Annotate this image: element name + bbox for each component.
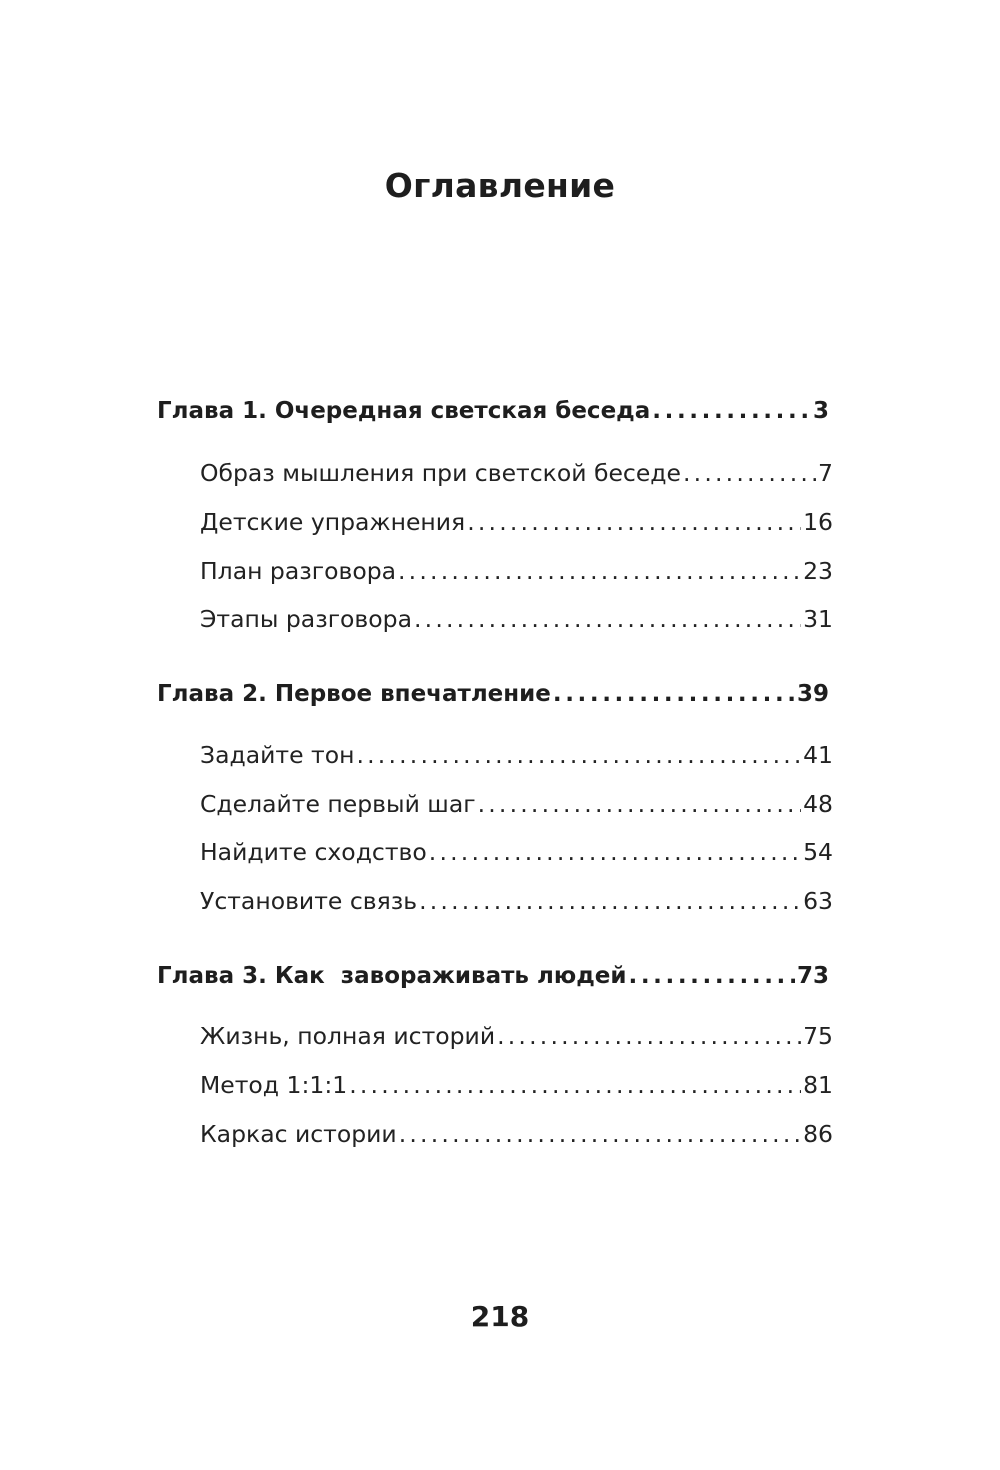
dot-leader (628, 965, 795, 988)
chapter-page-number: 39 (796, 681, 829, 707)
toc-chapter-1[interactable] (157, 400, 829, 423)
page-number: 218 (470, 1300, 530, 1333)
section-title: План разговора (200, 557, 397, 585)
dot-leader (478, 793, 802, 817)
section-title: Метод 1:1:1 (200, 1071, 348, 1099)
section-page-number: 63 (803, 887, 833, 915)
toc-section[interactable] (200, 459, 833, 487)
section-page-number: 23 (803, 557, 833, 585)
dot-leader (399, 1123, 801, 1147)
chapter-title: Глава 2. Первое впечатление (157, 681, 551, 707)
page-title: Оглавление (384, 166, 616, 205)
section-title: Жизнь, полная историй (200, 1022, 496, 1050)
dot-leader (419, 890, 801, 914)
section-page-number: 31 (803, 605, 833, 633)
toc-chapter-2[interactable] (157, 683, 829, 706)
section-title: Каркас истории (200, 1120, 397, 1148)
toc-section[interactable] (200, 741, 833, 769)
dot-leader (349, 1074, 801, 1098)
toc-section[interactable] (200, 1022, 833, 1050)
section-page-number: 75 (803, 1022, 833, 1050)
dot-leader (414, 608, 801, 632)
section-title: Образ мышления при светской беседе (200, 459, 681, 487)
section-title: Задайте тон (200, 741, 355, 769)
chapter-title: Глава 1. Очередная светская беседа (157, 398, 651, 424)
section-page-number: 7 (818, 459, 833, 487)
toc-section[interactable] (200, 557, 833, 585)
chapter-page-number: 3 (812, 398, 829, 424)
section-title: Установите связь (200, 887, 418, 915)
dot-leader (683, 462, 816, 486)
section-page-number: 54 (803, 838, 833, 866)
toc-section[interactable] (200, 838, 833, 866)
toc-section[interactable] (200, 1120, 833, 1148)
section-page-number: 86 (803, 1120, 833, 1148)
toc-chapter-3[interactable] (157, 965, 829, 988)
section-title: Этапы разговора (200, 605, 412, 633)
section-title: Сделайте первый шаг (200, 790, 476, 818)
toc-section[interactable] (200, 887, 833, 915)
dot-leader (398, 560, 801, 584)
dot-leader (356, 744, 801, 768)
toc-section[interactable] (200, 1071, 833, 1099)
toc-section[interactable] (200, 790, 833, 818)
dot-leader (553, 683, 795, 706)
section-page-number: 81 (803, 1071, 833, 1099)
section-page-number: 41 (803, 741, 833, 769)
toc-section[interactable] (200, 508, 833, 536)
section-title: Найдите сходство (200, 838, 427, 866)
toc-section[interactable] (200, 605, 833, 633)
section-page-number: 48 (803, 790, 833, 818)
dot-leader (497, 1025, 801, 1049)
dot-leader (429, 841, 801, 865)
chapter-title: Глава 3. Как завораживать людей (157, 963, 627, 989)
section-title: Детские упражнения (200, 508, 466, 536)
dot-leader (652, 400, 811, 423)
chapter-page-number: 73 (796, 963, 829, 989)
dot-leader (467, 511, 801, 535)
section-page-number: 16 (803, 508, 833, 536)
